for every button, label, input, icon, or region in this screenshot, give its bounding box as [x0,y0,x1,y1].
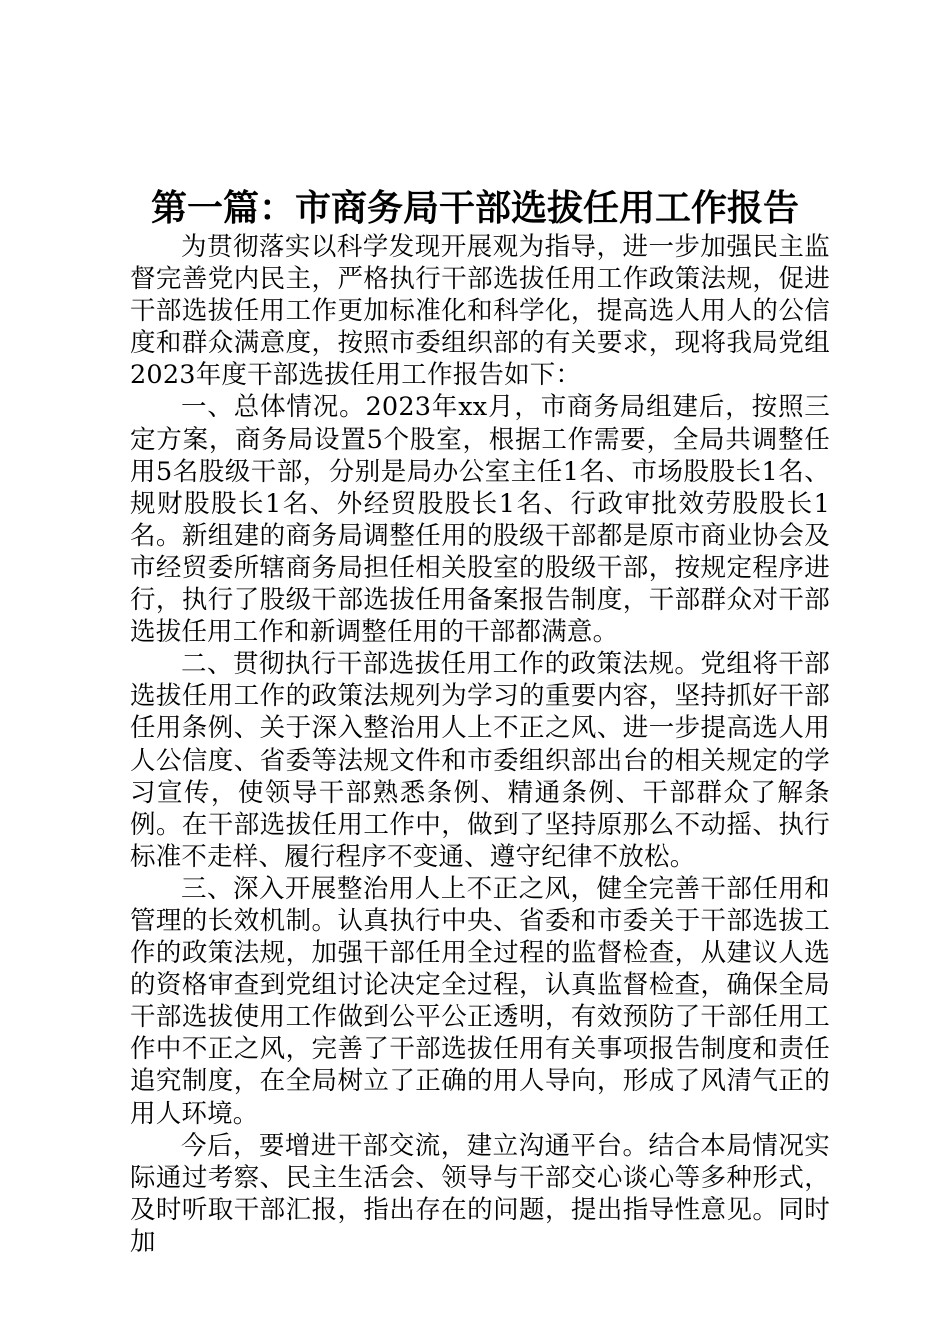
paragraph-overview: 一、总体情况。2023年xx月，市商务局组建后，按照三定方案，商务局设置5个股室，根据工作需要，全局共调整任用5名股级干部，分别是局办公室主任1名、市场股股长1名、规财股股长1名、外经贸股股长1名、行政审批效劳股股长1名。新组建的商务局调整任用的股级干部都是原市商业协会及市经贸委所辖商务局担任相关股室的股级干部，按规定程序进行，执行了股级干部选拔任用备案报告制度，干部群众对干部选拔任用工作和新调整任用的干部都满意。 [130,392,830,648]
paragraph-rectification: 三、深入开展整治用人上不正之风，健全完善干部任用和管理的长效机制。认真执行中央、省委和市委关于干部选拔工作的政策法规，加强干部任用全过程的监督检查，从建议人选的资格审查到党组讨论决定全过程，认真监督检查，确保全局干部选拔使用工作做到公平公正透明，有效预防了干部任用工作中不正之风，完善了干部选拔任用有关事项报告制度和责任追究制度，在全局树立了正确的用人导向，形成了风清气正的用人环境。 [130,873,830,1129]
document-title: 第一篇：市商务局干部选拔任用工作报告 [150,187,799,229]
document-body [130,231,830,1258]
paragraph-future: 今后，要增进干部交流，建立沟通平台。结合本局情况实际通过考察、民主生活会、领导与干部交心谈心等多种形式，及时听取干部汇报，指出存在的问题，提出指导性意见。同时加 [130,1130,830,1257]
paragraph-policy: 二、贯彻执行干部选拔任用工作的政策法规。党组将干部选拔任用工作的政策法规列为学习的重要内容，坚持抓好干部任用条例、关于深入整治用人上不正之风、进一步提高选人用人公信度、省委等法规文件和市委组织部出台的相关规定的学习宣传，使领导干部熟悉条例、精通条例、干部群众了解条例。在干部选拔任用工作中，做到了坚持原那么不动摇、执行标准不走样、履行程序不变通、遵守纪律不放松。 [130,649,830,872]
paragraph-intro: 为贯彻落实以科学发现开展观为指导，进一步加强民主监督完善党内民主，严格执行干部选拔任用工作政策法规，促进干部选拔任用工作更加标准化和科学化，提高选人用人的公信度和群众满意度，按照市委组织部的有关要求，现将我局党组2023年度干部选拔任用工作报告如下： [130,232,830,391]
